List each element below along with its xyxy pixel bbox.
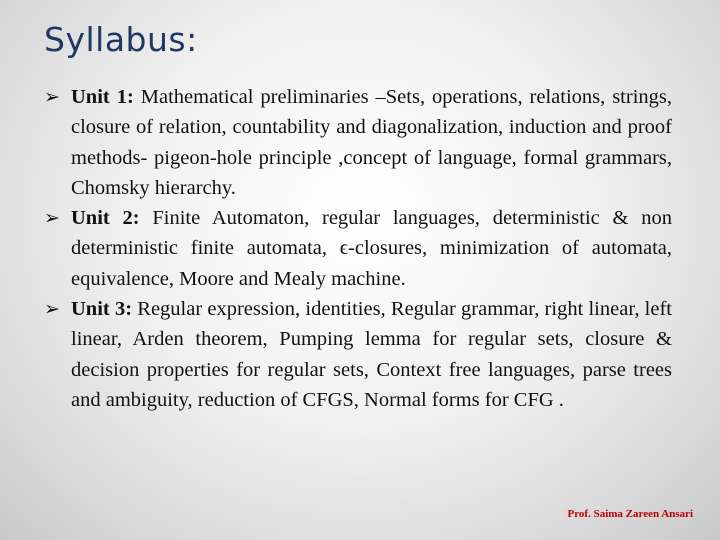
arrow-bullet-icon: ➢ (44, 298, 60, 321)
unit-label: Unit 3: (71, 298, 133, 321)
unit-description: Finite Automaton, regular languages, deterministic & non deterministic finite automata, ϵ-closures, minimization of automata, equivalence, Moore and Mealy machine. (71, 207, 672, 290)
list-item-unit-3 (44, 294, 672, 415)
syllabus-list (44, 82, 672, 415)
unit-description: Mathematical preliminaries –Sets, operations, relations, strings, closure of relation, countability and diagonalization, induction and proof methods- pigeon-hole principle ,concept of language, formal grammars, Chomsky hierarchy. (71, 86, 673, 199)
arrow-bullet-icon: ➢ (44, 207, 60, 230)
unit-label: Unit 2: (71, 207, 140, 230)
unit-description: Regular expression, identities, Regular grammar, right linear, left linear, Arden theorem, Pumping lemma for regular sets, closure & decision properties for regular sets, Context free languages, parse trees and ambiguity, reduction of CFGS, Normal forms for CFG . (71, 298, 672, 411)
list-item-unit-1 (44, 82, 672, 203)
slide-title: Syllabus: (44, 20, 198, 59)
list-item-unit-2 (44, 203, 672, 294)
unit-label: Unit 1: (71, 86, 134, 108)
arrow-bullet-icon: ➢ (44, 86, 60, 108)
author-footer: Prof. Saima Zareen Ansari (567, 508, 693, 520)
